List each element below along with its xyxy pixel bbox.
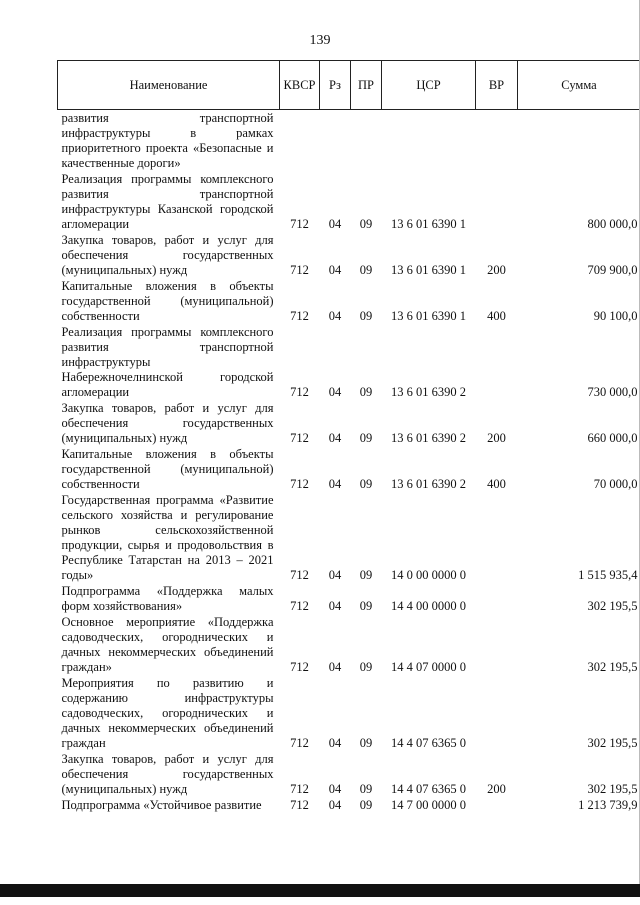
cell-rz: 04 xyxy=(328,309,342,323)
cell-kvsr: 712 xyxy=(290,309,309,323)
cell-pr: 09 xyxy=(359,798,373,812)
cell-vr: 200 xyxy=(487,263,506,277)
header-sum: Сумма xyxy=(518,61,640,110)
cell-vr: 400 xyxy=(487,309,506,323)
table-row xyxy=(58,614,640,675)
cell-kvsr: 712 xyxy=(290,736,309,750)
header-csr: ЦСР xyxy=(382,61,476,110)
cell-rz: 04 xyxy=(328,736,342,750)
cell-pr: 09 xyxy=(359,217,373,231)
cell-csr xyxy=(382,110,476,172)
cell-csr: 14 4 00 0000 0 xyxy=(391,599,466,613)
cell-csr: 13 6 01 6390 2 xyxy=(391,431,466,445)
cell-rz: 04 xyxy=(328,798,342,812)
cell-pr: 09 xyxy=(359,309,373,323)
cell-pr: 09 xyxy=(359,782,373,796)
cell-sum: 1 515 935,4 xyxy=(578,568,638,582)
scan-bottom-bar xyxy=(0,884,640,897)
cell-kvsr: 712 xyxy=(290,385,309,399)
header-rz: Рз xyxy=(320,61,351,110)
table-row xyxy=(58,797,640,813)
cell-pr: 09 xyxy=(359,385,373,399)
cell-sum: 302 195,5 xyxy=(587,736,638,750)
cell-csr: 14 0 00 0000 0 xyxy=(391,568,466,582)
cell-name: Капитальные вложения в объекты государственной (муниципальной) собственности xyxy=(61,447,274,491)
cell-name: Реализация программы комплексного развития транспортной инфраструктуры Набережночелнинской городской агломерации xyxy=(61,325,274,399)
cell-name: Государственная программа «Развитие сельского хозяйства и регулирование рынков сельскохозяйственной продукции, сырья и продовольствия в Республике Татарстан на 2013 – 2021 годы» xyxy=(61,493,274,582)
cell-vr xyxy=(476,110,518,172)
cell-sum: 302 195,5 xyxy=(587,599,638,613)
cell-rz xyxy=(320,110,351,172)
table-header-row xyxy=(58,61,640,110)
cell-name: Подпрограмма «Поддержка малых форм хозяйствования» xyxy=(61,584,274,613)
cell-csr: 14 4 07 0000 0 xyxy=(391,660,466,674)
cell-kvsr: 712 xyxy=(290,798,309,812)
cell-name: Реализация программы комплексного развития транспортной инфраструктуры Казанской городской агломерации xyxy=(61,172,274,231)
cell-csr: 13 6 01 6390 1 xyxy=(391,217,466,231)
cell-name: Основное мероприятие «Поддержка садоводческих, огороднических и дачных некоммерческих объединений граждан» xyxy=(61,615,274,674)
table-row xyxy=(58,751,640,797)
cell-pr: 09 xyxy=(359,660,373,674)
cell-name: Закупка товаров, работ и услуг для обеспечения государственных (муниципальных) нужд xyxy=(61,233,274,277)
cell-vr xyxy=(476,614,518,675)
cell-pr: 09 xyxy=(359,568,373,582)
cell-rz: 04 xyxy=(328,263,342,277)
cell-kvsr: 712 xyxy=(290,431,309,445)
cell-pr: 09 xyxy=(359,599,373,613)
cell-rz: 04 xyxy=(328,385,342,399)
cell-rz: 04 xyxy=(328,782,342,796)
cell-csr: 13 6 01 6390 2 xyxy=(391,477,466,491)
table-row xyxy=(58,446,640,492)
cell-vr xyxy=(476,797,518,813)
cell-csr: 13 6 01 6390 2 xyxy=(391,385,466,399)
cell-sum: 90 100,0 xyxy=(593,309,638,323)
header-kvsr: КВСР xyxy=(280,61,320,110)
header-pr: ПР xyxy=(351,61,382,110)
cell-vr xyxy=(476,675,518,751)
cell-kvsr: 712 xyxy=(290,568,309,582)
cell-vr xyxy=(476,583,518,614)
cell-sum: 800 000,0 xyxy=(587,217,638,231)
cell-vr: 200 xyxy=(487,782,506,796)
cell-csr: 14 4 07 6365 0 xyxy=(391,736,466,750)
cell-kvsr: 712 xyxy=(290,263,309,277)
cell-rz: 04 xyxy=(328,568,342,582)
cell-vr xyxy=(476,324,518,400)
cell-rz: 04 xyxy=(328,431,342,445)
header-name: Наименование xyxy=(58,61,280,110)
cell-kvsr: 712 xyxy=(290,217,309,231)
cell-pr: 09 xyxy=(359,431,373,445)
cell-vr xyxy=(476,171,518,232)
cell-sum: 302 195,5 xyxy=(587,782,638,796)
cell-rz: 04 xyxy=(328,660,342,674)
cell-csr: 13 6 01 6390 1 xyxy=(391,263,466,277)
cell-rz: 04 xyxy=(328,599,342,613)
cell-pr: 09 xyxy=(359,736,373,750)
cell-sum: 1 213 739,9 xyxy=(578,798,638,812)
cell-rz: 04 xyxy=(328,477,342,491)
cell-name: Закупка товаров, работ и услуг для обеспечения государственных (муниципальных) нужд xyxy=(61,401,274,445)
cell-sum xyxy=(518,110,640,172)
cell-name: Закупка товаров, работ и услуг для обеспечения государственных (муниципальных) нужд xyxy=(61,752,274,796)
table-row xyxy=(58,492,640,583)
cell-vr xyxy=(476,492,518,583)
cell-sum: 660 000,0 xyxy=(587,431,638,445)
header-vr: ВР xyxy=(476,61,518,110)
cell-csr: 14 4 07 6365 0 xyxy=(391,782,466,796)
cell-vr: 200 xyxy=(487,431,506,445)
cell-sum: 70 000,0 xyxy=(593,477,638,491)
table-row xyxy=(58,583,640,614)
cell-csr: 14 7 00 0000 0 xyxy=(391,798,466,812)
table-row xyxy=(58,171,640,232)
cell-rz: 04 xyxy=(328,217,342,231)
cell-kvsr xyxy=(280,110,320,172)
cell-name: Подпрограмма «Устойчивое развитие xyxy=(61,798,262,812)
cell-name: развития транспортной инфраструктуры в рамках приоритетного проекта «Безопасные и качественные дороги» xyxy=(61,111,274,170)
table-row xyxy=(58,278,640,324)
table-row xyxy=(58,400,640,446)
cell-sum: 709 900,0 xyxy=(587,263,638,277)
cell-sum: 730 000,0 xyxy=(587,385,638,399)
cell-csr: 13 6 01 6390 1 xyxy=(391,309,466,323)
cell-pr xyxy=(351,110,382,172)
cell-vr: 400 xyxy=(487,477,506,491)
cell-kvsr: 712 xyxy=(290,477,309,491)
table-row xyxy=(58,232,640,278)
cell-kvsr: 712 xyxy=(290,782,309,796)
budget-table xyxy=(57,60,640,813)
table-row xyxy=(58,110,640,172)
cell-kvsr: 712 xyxy=(290,660,309,674)
page-number: 139 xyxy=(309,33,331,48)
cell-name: Капитальные вложения в объекты государственной (муниципальной) собственности xyxy=(61,279,274,323)
cell-name: Мероприятия по развитию и содержанию инфраструктуры садоводческих, огороднических и дачных некоммерческих объединений граждан xyxy=(61,676,274,750)
cell-pr: 09 xyxy=(359,263,373,277)
cell-kvsr: 712 xyxy=(290,599,309,613)
table-row xyxy=(58,675,640,751)
table-body xyxy=(58,110,640,814)
cell-pr: 09 xyxy=(359,477,373,491)
table-row xyxy=(58,324,640,400)
cell-sum: 302 195,5 xyxy=(587,660,638,674)
